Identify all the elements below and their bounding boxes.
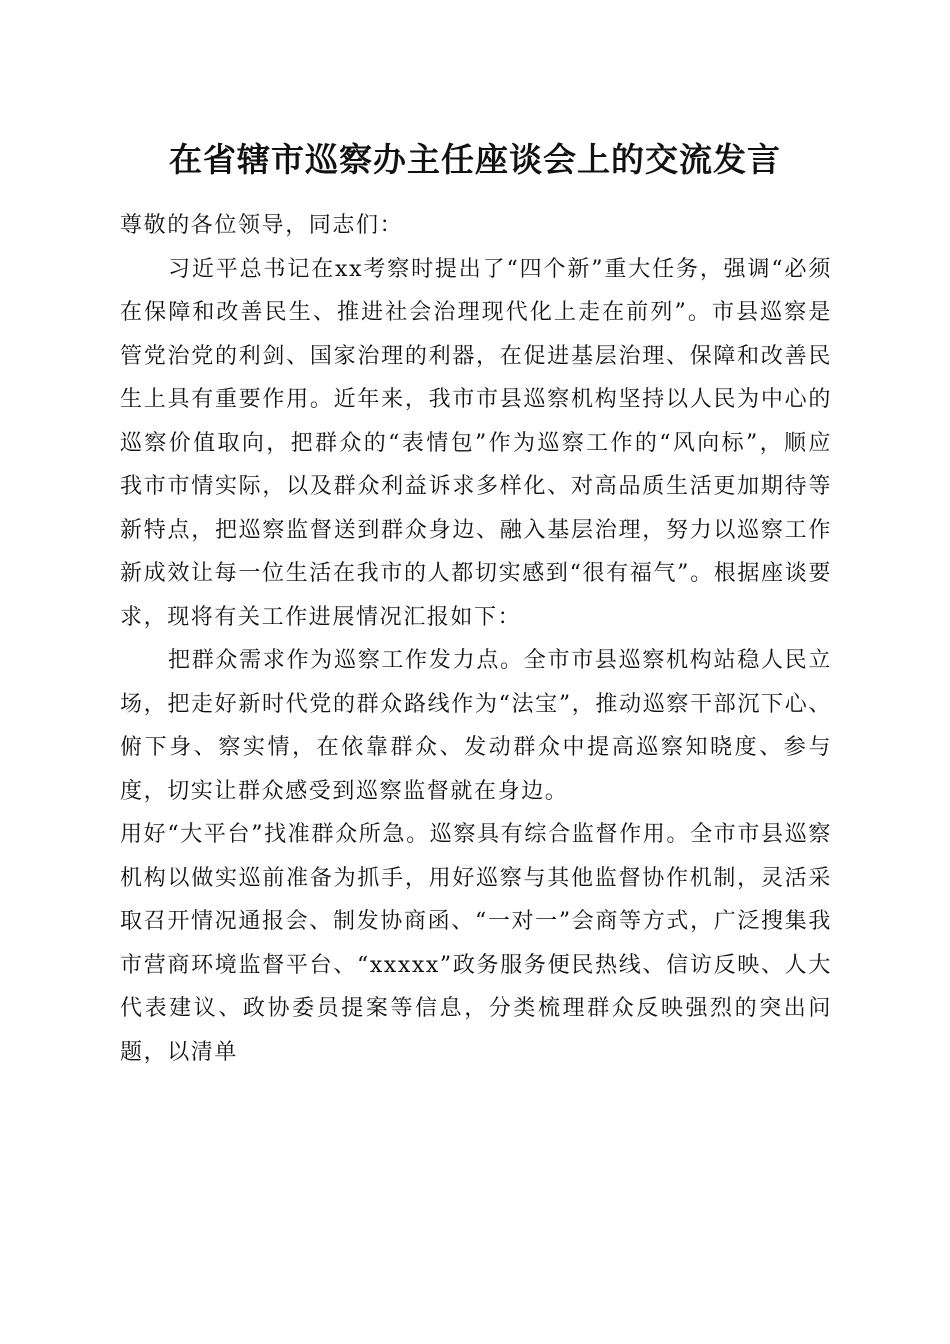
document-title: 在省辖市巡察办主任座谈会上的交流发言 (169, 140, 781, 179)
salutation: 尊敬的各位领导，同志们： (120, 213, 404, 238)
paragraph-intro: 习近平总书记在xx考察时提出了“四个新”重大任务，强调“必须在保障和改善民生、推进社会治理现代化上走在前列”。市县巡察是管党治党的利剑、国家治理的利器，在促进基层治理、保障和改善民生上具有重要作用。近年来，我市市县巡察机构坚持以人民为中心的巡察价值取向，把群众的“表情包”作为巡察工作的“风向标”，顺应我市市情实际，以及群众利益诉求多样化、对高品质生活更加期待等新特点，把巡察监督送到群众身边、融入基层治理，努力以巡察工作新成效让每一位生活在我市的人都切实感到“很有福气”。根据座谈要求，现将有关工作进展情况汇报如下： (120, 256, 832, 630)
paragraph-section-heading: 把群众需求作为巡察工作发力点。全市市县巡察机构站稳人民立场，把走好新时代党的群众路线作为“法宝”，推动巡察干部沉下心、俯下身、察实情，在依靠群众、发动群众中提高巡察知晓度、参与度，切实让群众感受到巡察监督就在身边。 (120, 648, 832, 804)
document-body (120, 204, 832, 1074)
paragraph-platform: 用好“大平台”找准群众所急。巡察具有综合监督作用。全市市县巡察机构以做实巡前准备为抓手，用好巡察与其他监督协作机制，灵活采取召开情况通报会、制发协商函、“一对一”会商等方式，广泛搜集我市营商环境监督平台、“xxxxx”政务服务便民热线、信访反映、人大代表建议、政协委员提案等信息，分类梳理群众反映强烈的突出问题，以清单 (120, 822, 832, 1065)
